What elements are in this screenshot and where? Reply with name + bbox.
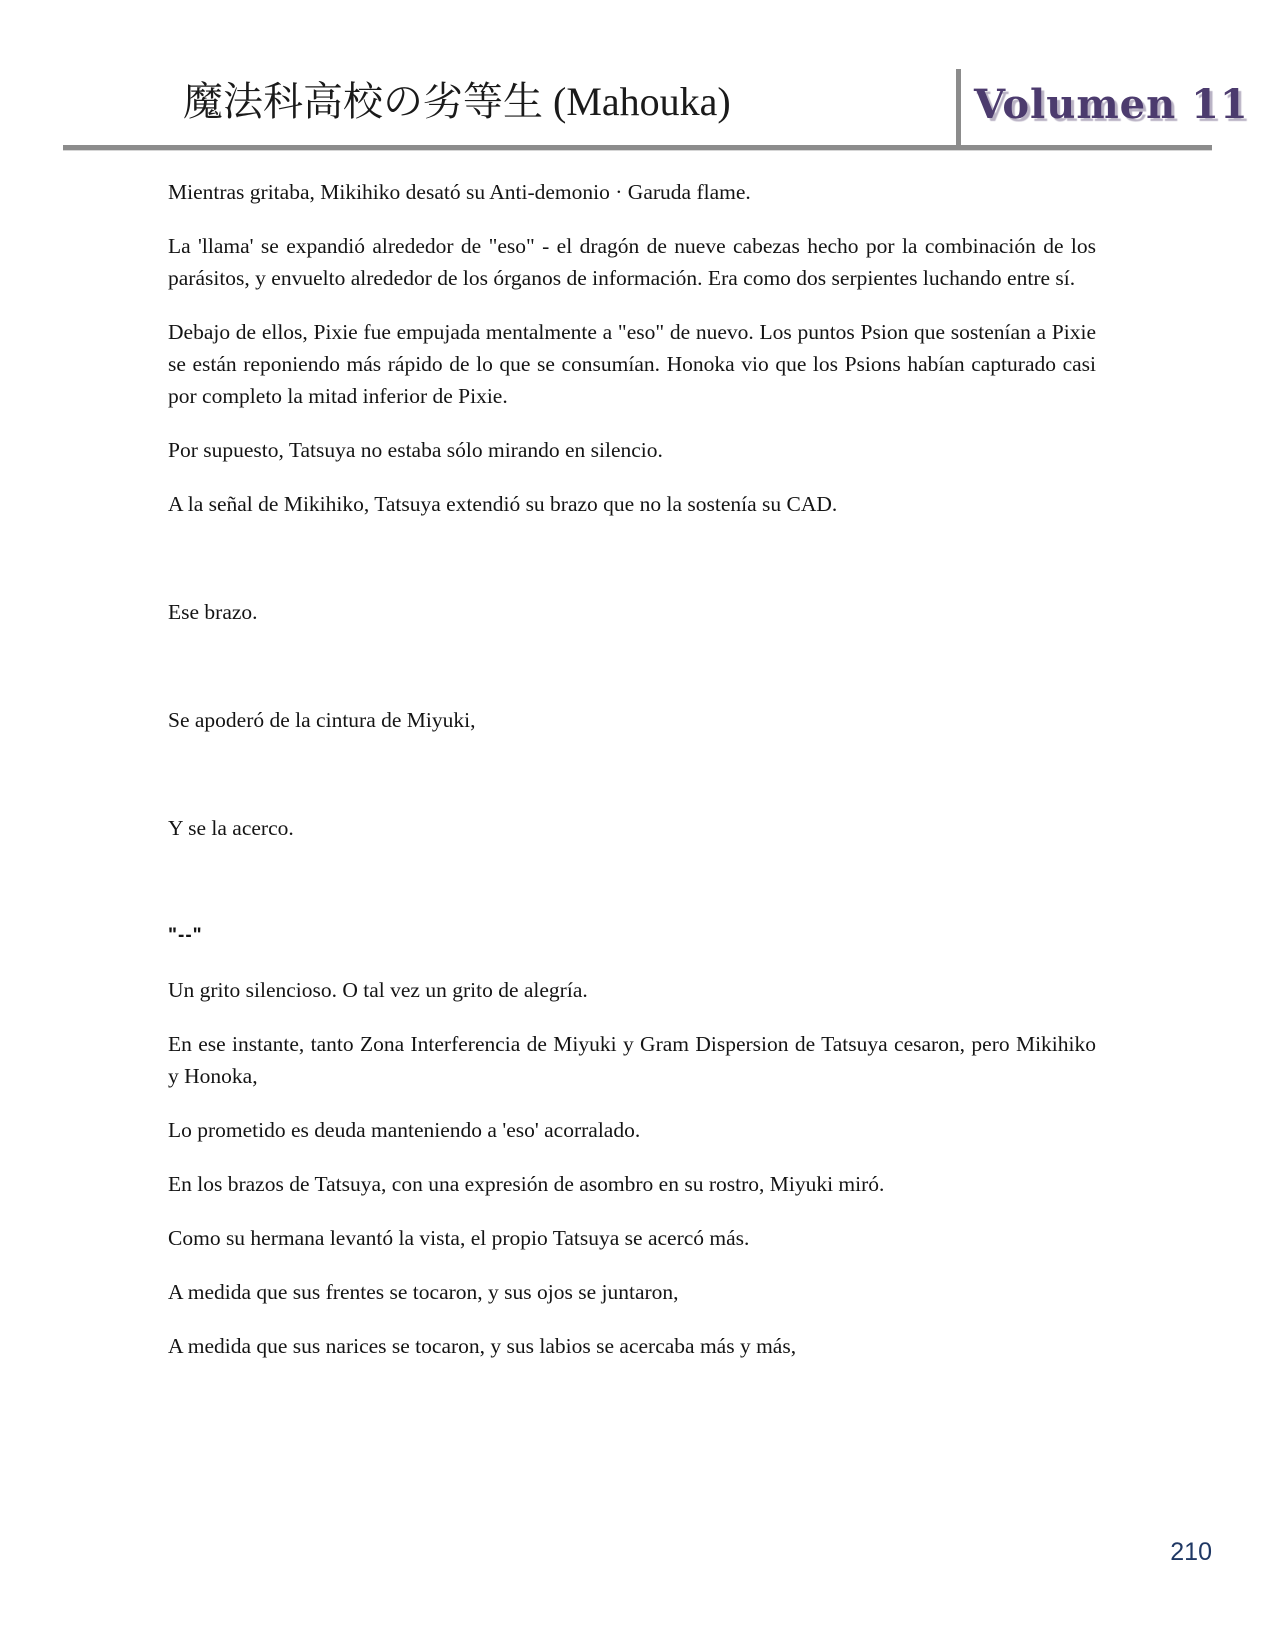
paragraph: Mientras gritaba, Mikihiko desató su Anti-demonio · Garuda flame.	[168, 180, 751, 204]
paragraph: Por supuesto, Tatsuya no estaba sólo mirando en silencio.	[168, 438, 663, 462]
paragraph: A medida que sus frentes se tocaron, y sus ojos se juntaron,	[168, 1280, 679, 1304]
volume-label: Volumen 11	[974, 81, 1249, 128]
paragraph: En ese instante, tanto Zona Interferencia de Miyuki y Gram Dispersion de Tatsuya cesaron, pero Mikihiko y Honoka,	[168, 1032, 1096, 1088]
page-number: 210	[1170, 1538, 1212, 1566]
paragraph: Lo prometido es deuda manteniendo a 'eso' acorralado.	[168, 1118, 641, 1142]
blank-line	[168, 758, 1096, 812]
paragraph-silent-cry: "--"	[168, 925, 203, 946]
document-body	[168, 176, 1096, 1384]
header-rule	[63, 145, 1212, 151]
blank-line	[168, 866, 1096, 920]
paragraph: Debajo de ellos, Pixie fue empujada mentalmente a "eso" de nuevo. Los puntos Psion que sostenían a Pixie se están reponiendo más rápido de lo que se consumían. Honoka vio que los Psions habían capturado casi por completo la mitad inferior de Pixie.	[168, 320, 1096, 408]
header-divider-bar	[956, 69, 961, 146]
paragraph: La 'llama' se expandió alrededor de "eso" - el dragón de nueve cabezas hecho por la combinación de los parásitos, y envuelto alrededor de los órganos de información. Era como dos serpientes luchando entre sí.	[168, 234, 1096, 290]
paragraph: En los brazos de Tatsuya, con una expresión de asombro en su rostro, Miyuki miró.	[168, 1172, 885, 1196]
blank-line	[168, 650, 1096, 704]
paragraph: A medida que sus narices se tocaron, y sus labios se acercaba más y más,	[168, 1334, 797, 1358]
blank-line	[168, 542, 1096, 596]
paragraph: Ese brazo.	[168, 600, 258, 624]
paragraph: Y se la acerco.	[168, 816, 294, 840]
paragraph: A la señal de Mikihiko, Tatsuya extendió su brazo que no la sostenía su CAD.	[168, 492, 838, 516]
paragraph: Como su hermana levantó la vista, el propio Tatsuya se acercó más.	[168, 1226, 750, 1250]
paragraph: Se apoderó de la cintura de Miyuki,	[168, 708, 476, 732]
paragraph: Un grito silencioso. O tal vez un grito de alegría.	[168, 978, 588, 1002]
document-title: 魔法科高校の劣等生 (Mahouka)	[183, 79, 731, 124]
